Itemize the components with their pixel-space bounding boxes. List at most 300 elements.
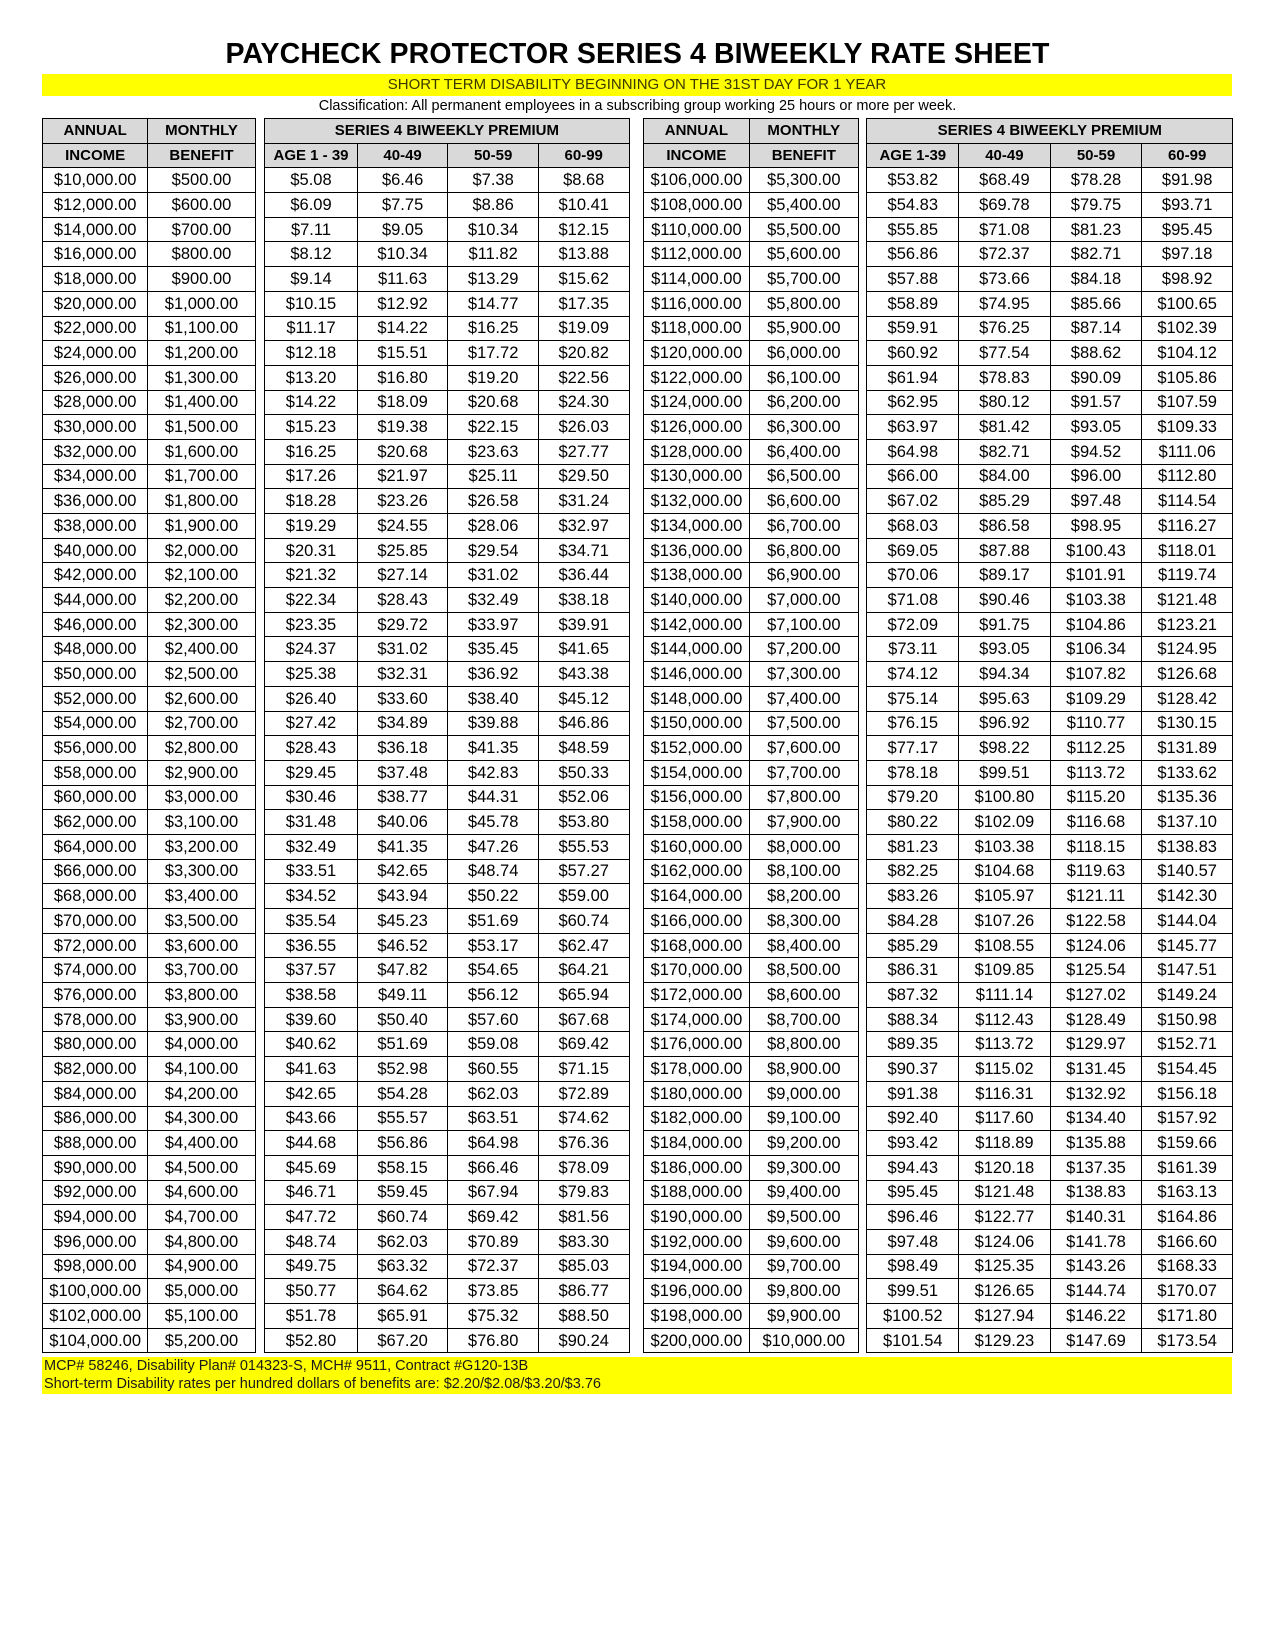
left-benefit-cell: $900.00	[148, 267, 255, 292]
right-age-60-99-cell: $150.98	[1142, 1007, 1233, 1032]
right-age-40-49-cell: $105.97	[959, 884, 1051, 909]
column-divider	[859, 1081, 867, 1106]
column-divider	[859, 1304, 867, 1329]
left-age-40-49-cell: $25.85	[357, 538, 448, 563]
left-age-40-49-cell: $49.11	[357, 983, 448, 1008]
left-age-50-59-cell: $51.69	[448, 909, 539, 934]
left-age-1-39-cell: $10.15	[265, 291, 358, 316]
column-divider	[859, 119, 867, 144]
left-age-40-49-cell: $16.80	[357, 365, 448, 390]
column-divider	[255, 1106, 264, 1131]
column-divider	[255, 834, 264, 859]
column-divider	[255, 1304, 264, 1329]
right-age-60-99-cell: $118.01	[1142, 538, 1233, 563]
left-age-60-99-cell: $15.62	[538, 267, 629, 292]
left-income-cell: $24,000.00	[43, 341, 148, 366]
left-age-1-39-cell: $29.45	[265, 760, 358, 785]
left-income-cell: $104,000.00	[43, 1328, 148, 1353]
left-benefit-cell: $800.00	[148, 242, 255, 267]
column-divider	[255, 711, 264, 736]
right-age-40-49-cell: $125.35	[959, 1254, 1051, 1279]
right-age-1-39-cell: $59.91	[867, 316, 959, 341]
left-age-40-49-cell: $65.91	[357, 1304, 448, 1329]
column-divider	[629, 267, 644, 292]
right-age-40-49-cell: $85.29	[959, 489, 1051, 514]
left-age-1-39-cell: $44.68	[265, 1131, 358, 1156]
right-income-cell: $116,000.00	[644, 291, 749, 316]
left-age-50-59-cell: $38.40	[448, 686, 539, 711]
right-age-1-39-cell: $57.88	[867, 267, 959, 292]
left-age-60-99-cell: $29.50	[538, 464, 629, 489]
left-benefit-cell: $4,400.00	[148, 1131, 255, 1156]
table-row	[43, 612, 1233, 637]
left-age-60-99-cell: $46.86	[538, 711, 629, 736]
left-income-cell: $74,000.00	[43, 958, 148, 983]
right-age-50-59-cell: $87.14	[1050, 316, 1142, 341]
table-row	[43, 884, 1233, 909]
column-divider	[629, 341, 644, 366]
column-divider	[255, 637, 264, 662]
column-divider	[629, 119, 644, 144]
left-age-50-59-cell: $72.37	[448, 1254, 539, 1279]
right-age-60-99-cell: $111.06	[1142, 439, 1233, 464]
column-divider	[629, 538, 644, 563]
right-age-50-59-cell: $106.34	[1050, 637, 1142, 662]
left-age-40-49-cell: $6.46	[357, 168, 448, 193]
left-age-50-59-cell: $23.63	[448, 439, 539, 464]
right-income-cell: $144,000.00	[644, 637, 749, 662]
right-age-60-99-cell: $95.45	[1142, 217, 1233, 242]
column-divider	[629, 291, 644, 316]
column-divider	[629, 1155, 644, 1180]
left-age-60-99-cell: $90.24	[538, 1328, 629, 1353]
right-age-50-59-cell: $124.06	[1050, 933, 1142, 958]
right-age-60-99-cell: $107.59	[1142, 390, 1233, 415]
right-age-50-59-cell: $113.72	[1050, 760, 1142, 785]
left-age-40-49-cell: $51.69	[357, 1032, 448, 1057]
right-age-60-99-cell: $135.36	[1142, 785, 1233, 810]
column-divider	[255, 958, 264, 983]
left-income-cell: $34,000.00	[43, 464, 148, 489]
right-age-60-99-cell: $105.86	[1142, 365, 1233, 390]
right-age-1-39-cell: $84.28	[867, 909, 959, 934]
column-divider	[859, 514, 867, 539]
column-divider	[255, 859, 264, 884]
column-divider	[859, 909, 867, 934]
left-age-60-99-cell: $79.83	[538, 1180, 629, 1205]
column-divider	[629, 316, 644, 341]
right-age-60-99-cell: $159.66	[1142, 1131, 1233, 1156]
column-divider	[255, 538, 264, 563]
left-age-50-59-cell: $42.83	[448, 760, 539, 785]
left-benefit-cell: $4,800.00	[148, 1229, 255, 1254]
left-income-cell: $98,000.00	[43, 1254, 148, 1279]
right-age-60-99-cell: $124.95	[1142, 637, 1233, 662]
left-age-50-59-cell: $14.77	[448, 291, 539, 316]
left-age-40-49-cell: $67.20	[357, 1328, 448, 1353]
column-divider	[255, 390, 264, 415]
left-benefit-cell: $3,400.00	[148, 884, 255, 909]
left-age-40-49-cell: $11.63	[357, 267, 448, 292]
right-benefit-cell: $8,100.00	[749, 859, 859, 884]
left-age-60-99-cell: $57.27	[538, 859, 629, 884]
left-age-50-59-cell: $47.26	[448, 834, 539, 859]
right-income-cell: $170,000.00	[644, 958, 749, 983]
column-divider	[859, 1057, 867, 1082]
left-age-60-99-cell: $76.36	[538, 1131, 629, 1156]
left-benefit-cell: $2,900.00	[148, 760, 255, 785]
left-age-60-99-cell: $55.53	[538, 834, 629, 859]
right-age-50-59-cell: $116.68	[1050, 810, 1142, 835]
header-age-60-99-right: 60-99	[1142, 143, 1233, 168]
right-age-1-39-cell: $98.49	[867, 1254, 959, 1279]
right-benefit-cell: $6,600.00	[749, 489, 859, 514]
footer-banner	[42, 1357, 1232, 1394]
right-income-cell: $166,000.00	[644, 909, 749, 934]
left-age-40-49-cell: $58.15	[357, 1155, 448, 1180]
right-benefit-cell: $7,800.00	[749, 785, 859, 810]
left-age-60-99-cell: $72.89	[538, 1081, 629, 1106]
column-divider	[629, 1180, 644, 1205]
right-age-1-39-cell: $80.22	[867, 810, 959, 835]
left-age-1-39-cell: $23.35	[265, 612, 358, 637]
left-age-1-39-cell: $50.77	[265, 1279, 358, 1304]
column-divider	[859, 291, 867, 316]
left-income-cell: $50,000.00	[43, 662, 148, 687]
column-divider	[859, 439, 867, 464]
table-row	[43, 415, 1233, 440]
left-income-cell: $54,000.00	[43, 711, 148, 736]
table-row	[43, 489, 1233, 514]
left-age-1-39-cell: $17.26	[265, 464, 358, 489]
left-age-1-39-cell: $9.14	[265, 267, 358, 292]
left-age-1-39-cell: $49.75	[265, 1254, 358, 1279]
table-row	[43, 439, 1233, 464]
right-age-60-99-cell: $102.39	[1142, 316, 1233, 341]
right-age-1-39-cell: $58.89	[867, 291, 959, 316]
table-row	[43, 464, 1233, 489]
right-age-40-49-cell: $108.55	[959, 933, 1051, 958]
left-age-1-39-cell: $27.42	[265, 711, 358, 736]
left-age-60-99-cell: $39.91	[538, 612, 629, 637]
left-benefit-cell: $2,500.00	[148, 662, 255, 687]
column-divider	[629, 1007, 644, 1032]
right-age-60-99-cell: $145.77	[1142, 933, 1233, 958]
right-benefit-cell: $5,600.00	[749, 242, 859, 267]
left-age-50-59-cell: $17.72	[448, 341, 539, 366]
header-monthly-left: MONTHLY	[148, 119, 255, 144]
left-age-60-99-cell: $32.97	[538, 514, 629, 539]
left-benefit-cell: $4,500.00	[148, 1155, 255, 1180]
left-income-cell: $30,000.00	[43, 415, 148, 440]
right-age-50-59-cell: $115.20	[1050, 785, 1142, 810]
column-divider	[859, 637, 867, 662]
left-age-40-49-cell: $47.82	[357, 958, 448, 983]
table-row	[43, 711, 1233, 736]
left-benefit-cell: $4,000.00	[148, 1032, 255, 1057]
column-divider	[255, 514, 264, 539]
right-benefit-cell: $9,700.00	[749, 1254, 859, 1279]
right-age-50-59-cell: $100.43	[1050, 538, 1142, 563]
column-divider	[629, 489, 644, 514]
table-row	[43, 538, 1233, 563]
table-row	[43, 291, 1233, 316]
right-income-cell: $146,000.00	[644, 662, 749, 687]
left-age-60-99-cell: $62.47	[538, 933, 629, 958]
left-age-60-99-cell: $59.00	[538, 884, 629, 909]
left-age-50-59-cell: $16.25	[448, 316, 539, 341]
left-age-40-49-cell: $41.35	[357, 834, 448, 859]
right-benefit-cell: $6,700.00	[749, 514, 859, 539]
left-age-40-49-cell: $43.94	[357, 884, 448, 909]
left-income-cell: $60,000.00	[43, 785, 148, 810]
right-age-40-49-cell: $87.88	[959, 538, 1051, 563]
right-age-1-39-cell: $94.43	[867, 1155, 959, 1180]
right-age-50-59-cell: $96.00	[1050, 464, 1142, 489]
column-divider	[859, 1254, 867, 1279]
right-age-50-59-cell: $144.74	[1050, 1279, 1142, 1304]
right-age-60-99-cell: $126.68	[1142, 662, 1233, 687]
right-age-50-59-cell: $146.22	[1050, 1304, 1142, 1329]
right-age-1-39-cell: $79.20	[867, 785, 959, 810]
column-divider	[629, 1106, 644, 1131]
table-row	[43, 168, 1233, 193]
column-divider	[255, 168, 264, 193]
right-age-40-49-cell: $90.46	[959, 588, 1051, 613]
left-benefit-cell: $2,400.00	[148, 637, 255, 662]
right-benefit-cell: $6,500.00	[749, 464, 859, 489]
right-age-50-59-cell: $128.49	[1050, 1007, 1142, 1032]
right-benefit-cell: $5,800.00	[749, 291, 859, 316]
left-age-50-59-cell: $62.03	[448, 1081, 539, 1106]
column-divider	[255, 143, 264, 168]
right-age-50-59-cell: $104.86	[1050, 612, 1142, 637]
left-age-50-59-cell: $56.12	[448, 983, 539, 1008]
left-age-1-39-cell: $52.80	[265, 1328, 358, 1353]
right-age-1-39-cell: $83.26	[867, 884, 959, 909]
column-divider	[859, 1007, 867, 1032]
right-age-60-99-cell: $93.71	[1142, 193, 1233, 218]
left-benefit-cell: $1,300.00	[148, 365, 255, 390]
column-divider	[859, 538, 867, 563]
right-income-cell: $154,000.00	[644, 760, 749, 785]
right-age-1-39-cell: $87.32	[867, 983, 959, 1008]
right-age-60-99-cell: $109.33	[1142, 415, 1233, 440]
right-income-cell: $188,000.00	[644, 1180, 749, 1205]
column-divider	[255, 662, 264, 687]
right-age-50-59-cell: $112.25	[1050, 736, 1142, 761]
left-age-1-39-cell: $8.12	[265, 242, 358, 267]
left-age-1-39-cell: $24.37	[265, 637, 358, 662]
right-income-cell: $106,000.00	[644, 168, 749, 193]
right-benefit-cell: $7,500.00	[749, 711, 859, 736]
left-benefit-cell: $700.00	[148, 217, 255, 242]
right-age-60-99-cell: $98.92	[1142, 267, 1233, 292]
right-age-60-99-cell: $123.21	[1142, 612, 1233, 637]
left-age-1-39-cell: $7.11	[265, 217, 358, 242]
right-income-cell: $122,000.00	[644, 365, 749, 390]
right-age-50-59-cell: $107.82	[1050, 662, 1142, 687]
column-divider	[629, 859, 644, 884]
left-age-50-59-cell: $69.42	[448, 1205, 539, 1230]
left-age-1-39-cell: $20.31	[265, 538, 358, 563]
right-benefit-cell: $9,900.00	[749, 1304, 859, 1329]
left-age-60-99-cell: $85.03	[538, 1254, 629, 1279]
right-income-cell: $164,000.00	[644, 884, 749, 909]
right-age-1-39-cell: $82.25	[867, 859, 959, 884]
column-divider	[255, 563, 264, 588]
column-divider	[255, 1032, 264, 1057]
left-age-40-49-cell: $63.32	[357, 1254, 448, 1279]
right-age-50-59-cell: $84.18	[1050, 267, 1142, 292]
left-income-cell: $14,000.00	[43, 217, 148, 242]
right-age-40-49-cell: $77.54	[959, 341, 1051, 366]
left-age-60-99-cell: $17.35	[538, 291, 629, 316]
column-divider	[629, 1229, 644, 1254]
table-row	[43, 1279, 1233, 1304]
right-age-60-99-cell: $149.24	[1142, 983, 1233, 1008]
column-divider	[255, 983, 264, 1008]
column-divider	[255, 810, 264, 835]
left-income-cell: $42,000.00	[43, 563, 148, 588]
header-income-left: INCOME	[43, 143, 148, 168]
right-age-1-39-cell: $53.82	[867, 168, 959, 193]
right-benefit-cell: $6,200.00	[749, 390, 859, 415]
left-age-1-39-cell: $40.62	[265, 1032, 358, 1057]
left-age-40-49-cell: $64.62	[357, 1279, 448, 1304]
left-income-cell: $48,000.00	[43, 637, 148, 662]
header-premium-left: SERIES 4 BIWEEKLY PREMIUM	[265, 119, 629, 144]
left-benefit-cell: $1,500.00	[148, 415, 255, 440]
right-age-50-59-cell: $88.62	[1050, 341, 1142, 366]
left-age-1-39-cell: $31.48	[265, 810, 358, 835]
right-age-1-39-cell: $86.31	[867, 958, 959, 983]
left-benefit-cell: $2,800.00	[148, 736, 255, 761]
column-divider	[859, 859, 867, 884]
left-income-cell: $56,000.00	[43, 736, 148, 761]
left-age-60-99-cell: $45.12	[538, 686, 629, 711]
left-age-40-49-cell: $55.57	[357, 1106, 448, 1131]
left-benefit-cell: $3,900.00	[148, 1007, 255, 1032]
right-age-50-59-cell: $97.48	[1050, 489, 1142, 514]
right-age-50-59-cell: $118.15	[1050, 834, 1142, 859]
left-age-40-49-cell: $52.98	[357, 1057, 448, 1082]
left-age-60-99-cell: $69.42	[538, 1032, 629, 1057]
left-benefit-cell: $1,200.00	[148, 341, 255, 366]
right-income-cell: $194,000.00	[644, 1254, 749, 1279]
column-divider	[629, 1328, 644, 1353]
right-age-1-39-cell: $99.51	[867, 1279, 959, 1304]
column-divider	[255, 291, 264, 316]
left-age-60-99-cell: $22.56	[538, 365, 629, 390]
left-age-40-49-cell: $10.34	[357, 242, 448, 267]
left-age-1-39-cell: $46.71	[265, 1180, 358, 1205]
column-divider	[859, 563, 867, 588]
right-age-60-99-cell: $166.60	[1142, 1229, 1233, 1254]
left-age-60-99-cell: $50.33	[538, 760, 629, 785]
left-age-50-59-cell: $54.65	[448, 958, 539, 983]
right-benefit-cell: $8,000.00	[749, 834, 859, 859]
left-age-40-49-cell: $28.43	[357, 588, 448, 613]
right-age-40-49-cell: $102.09	[959, 810, 1051, 835]
right-age-60-99-cell: $140.57	[1142, 859, 1233, 884]
left-age-40-49-cell: $21.97	[357, 464, 448, 489]
right-age-50-59-cell: $143.26	[1050, 1254, 1142, 1279]
left-age-40-49-cell: $15.51	[357, 341, 448, 366]
column-divider	[255, 316, 264, 341]
left-income-cell: $52,000.00	[43, 686, 148, 711]
table-row	[43, 662, 1233, 687]
column-divider	[629, 1205, 644, 1230]
left-age-50-59-cell: $63.51	[448, 1106, 539, 1131]
left-income-cell: $16,000.00	[43, 242, 148, 267]
right-age-1-39-cell: $96.46	[867, 1205, 959, 1230]
column-divider	[255, 464, 264, 489]
left-benefit-cell: $1,800.00	[148, 489, 255, 514]
right-age-50-59-cell: $110.77	[1050, 711, 1142, 736]
right-benefit-cell: $5,500.00	[749, 217, 859, 242]
left-age-60-99-cell: $36.44	[538, 563, 629, 588]
right-age-1-39-cell: $92.40	[867, 1106, 959, 1131]
right-age-1-39-cell: $61.94	[867, 365, 959, 390]
left-age-60-99-cell: $64.21	[538, 958, 629, 983]
right-benefit-cell: $9,100.00	[749, 1106, 859, 1131]
left-age-60-99-cell: $13.88	[538, 242, 629, 267]
right-income-cell: $126,000.00	[644, 415, 749, 440]
left-age-60-99-cell: $78.09	[538, 1155, 629, 1180]
right-benefit-cell: $8,800.00	[749, 1032, 859, 1057]
right-age-50-59-cell: $119.63	[1050, 859, 1142, 884]
right-age-40-49-cell: $96.92	[959, 711, 1051, 736]
page-title: PAYCHECK PROTECTOR SERIES 4 BIWEEKLY RATE SHEET	[225, 38, 1050, 70]
left-income-cell: $66,000.00	[43, 859, 148, 884]
right-age-1-39-cell: $64.98	[867, 439, 959, 464]
right-age-60-99-cell: $171.80	[1142, 1304, 1233, 1329]
left-benefit-cell: $2,000.00	[148, 538, 255, 563]
right-age-1-39-cell: $81.23	[867, 834, 959, 859]
right-benefit-cell: $7,300.00	[749, 662, 859, 687]
column-divider	[629, 439, 644, 464]
right-age-50-59-cell: $79.75	[1050, 193, 1142, 218]
right-age-40-49-cell: $109.85	[959, 958, 1051, 983]
column-divider	[255, 1081, 264, 1106]
right-benefit-cell: $5,300.00	[749, 168, 859, 193]
left-age-1-39-cell: $43.66	[265, 1106, 358, 1131]
left-age-50-59-cell: $64.98	[448, 1131, 539, 1156]
column-divider	[629, 958, 644, 983]
right-age-60-99-cell: $163.13	[1142, 1180, 1233, 1205]
left-age-40-49-cell: $37.48	[357, 760, 448, 785]
left-age-40-49-cell: $24.55	[357, 514, 448, 539]
left-age-1-39-cell: $28.43	[265, 736, 358, 761]
right-age-40-49-cell: $100.80	[959, 785, 1051, 810]
right-income-cell: $172,000.00	[644, 983, 749, 1008]
right-age-50-59-cell: $141.78	[1050, 1229, 1142, 1254]
table-row	[43, 1328, 1233, 1353]
column-divider	[629, 365, 644, 390]
header-monthly-right: MONTHLY	[749, 119, 859, 144]
table-row	[43, 1180, 1233, 1205]
column-divider	[255, 242, 264, 267]
table-header-row-sub	[43, 143, 1233, 168]
right-age-50-59-cell: $93.05	[1050, 415, 1142, 440]
left-age-1-39-cell: $41.63	[265, 1057, 358, 1082]
column-divider	[859, 686, 867, 711]
table-row	[43, 810, 1233, 835]
left-age-1-39-cell: $39.60	[265, 1007, 358, 1032]
left-age-40-49-cell: $23.26	[357, 489, 448, 514]
column-divider	[859, 1106, 867, 1131]
